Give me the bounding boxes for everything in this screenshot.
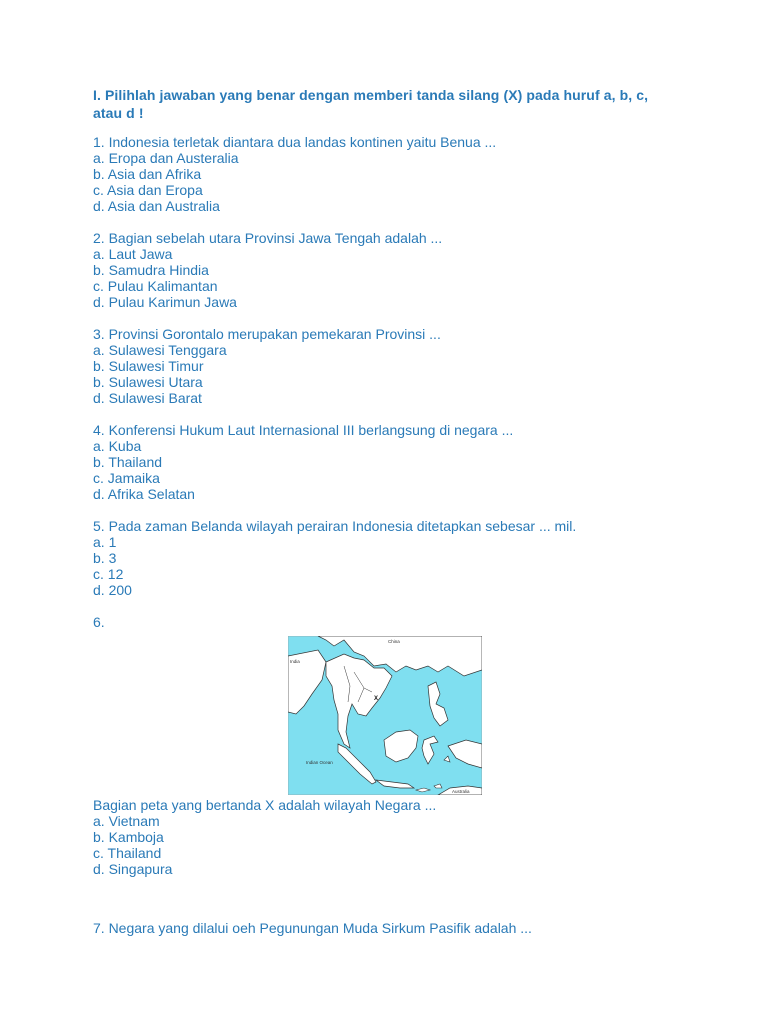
map-marker-x: X [374,696,379,702]
option-b: b. 3 [93,550,117,566]
southeast-asia-map [288,636,482,795]
option-c: c. 12 [93,566,124,582]
option-b: b. Thailand [93,454,163,470]
option-a: a. 1 [93,534,117,550]
heading-line-1: I. Pilihlah jawaban yang benar dengan memberi tanda silang (X) pada huruf a, b, c, [93,87,649,103]
option-c: c. Thailand [93,845,162,861]
option-b: b. Asia dan Afrika [93,166,202,182]
question-text: 1. Indonesia terletak diantara dua landas kontinen yaitu Benua ... [93,134,497,150]
option-c: c. Asia dan Eropa [93,182,203,198]
instructions-heading [93,86,693,122]
option-a: a. Kuba [93,438,142,454]
question-1 [93,134,693,214]
option-d: d. Pulau Karimun Jawa [93,294,237,310]
option-b: b. Sulawesi Timur [93,358,204,374]
option-d: d. Asia dan Australia [93,198,220,214]
label-australia: Australia [452,789,470,794]
option-a: a. Laut Jawa [93,246,173,262]
question-text: 4. Konferensi Hukum Laut Internasional III berlangsung di negara ... [93,422,514,438]
option-d: d. 200 [93,582,132,598]
question-3 [93,326,693,406]
option-c: c. Pulau Kalimantan [93,278,218,294]
label-china: China [388,639,400,644]
question-text: 3. Provinsi Gorontalo merupakan pemekaran Provinsi ... [93,326,441,342]
question-text: Bagian peta yang bertanda X adalah wilayah Negara ... [93,797,437,813]
worksheet [93,86,693,893]
map-image [288,636,482,795]
heading-line-2: atau d ! [93,105,144,121]
question-text: 7. Negara yang dilalui oeh Pegunungan Muda Sirkum Pasifik adalah ... [93,920,532,936]
question-7 [93,920,532,936]
option-d: d. Sulawesi Barat [93,390,202,406]
label-indian-ocean: Indian Ocean [306,760,333,765]
option-b: b. Samudra Hindia [93,262,209,278]
question-number: 6. [93,614,105,630]
option-a: a. Sulawesi Tenggara [93,342,227,358]
question-6 [93,614,693,877]
option-a: a. Eropa dan Austeralia [93,150,239,166]
question-2 [93,230,693,310]
label-india: India [290,659,300,664]
option-b: b. Kamboja [93,829,164,845]
option-b-second: b. Sulawesi Utara [93,374,203,390]
question-text: 5. Pada zaman Belanda wilayah perairan Indonesia ditetapkan sebesar ... mil. [93,518,577,534]
option-d: d. Afrika Selatan [93,486,195,502]
option-d: d. Singapura [93,861,173,877]
question-text: 2. Bagian sebelah utara Provinsi Jawa Tengah adalah ... [93,230,443,246]
question-5 [93,518,693,598]
option-c: c. Jamaika [93,470,160,486]
option-a: a. Vietnam [93,813,160,829]
question-4 [93,422,693,502]
